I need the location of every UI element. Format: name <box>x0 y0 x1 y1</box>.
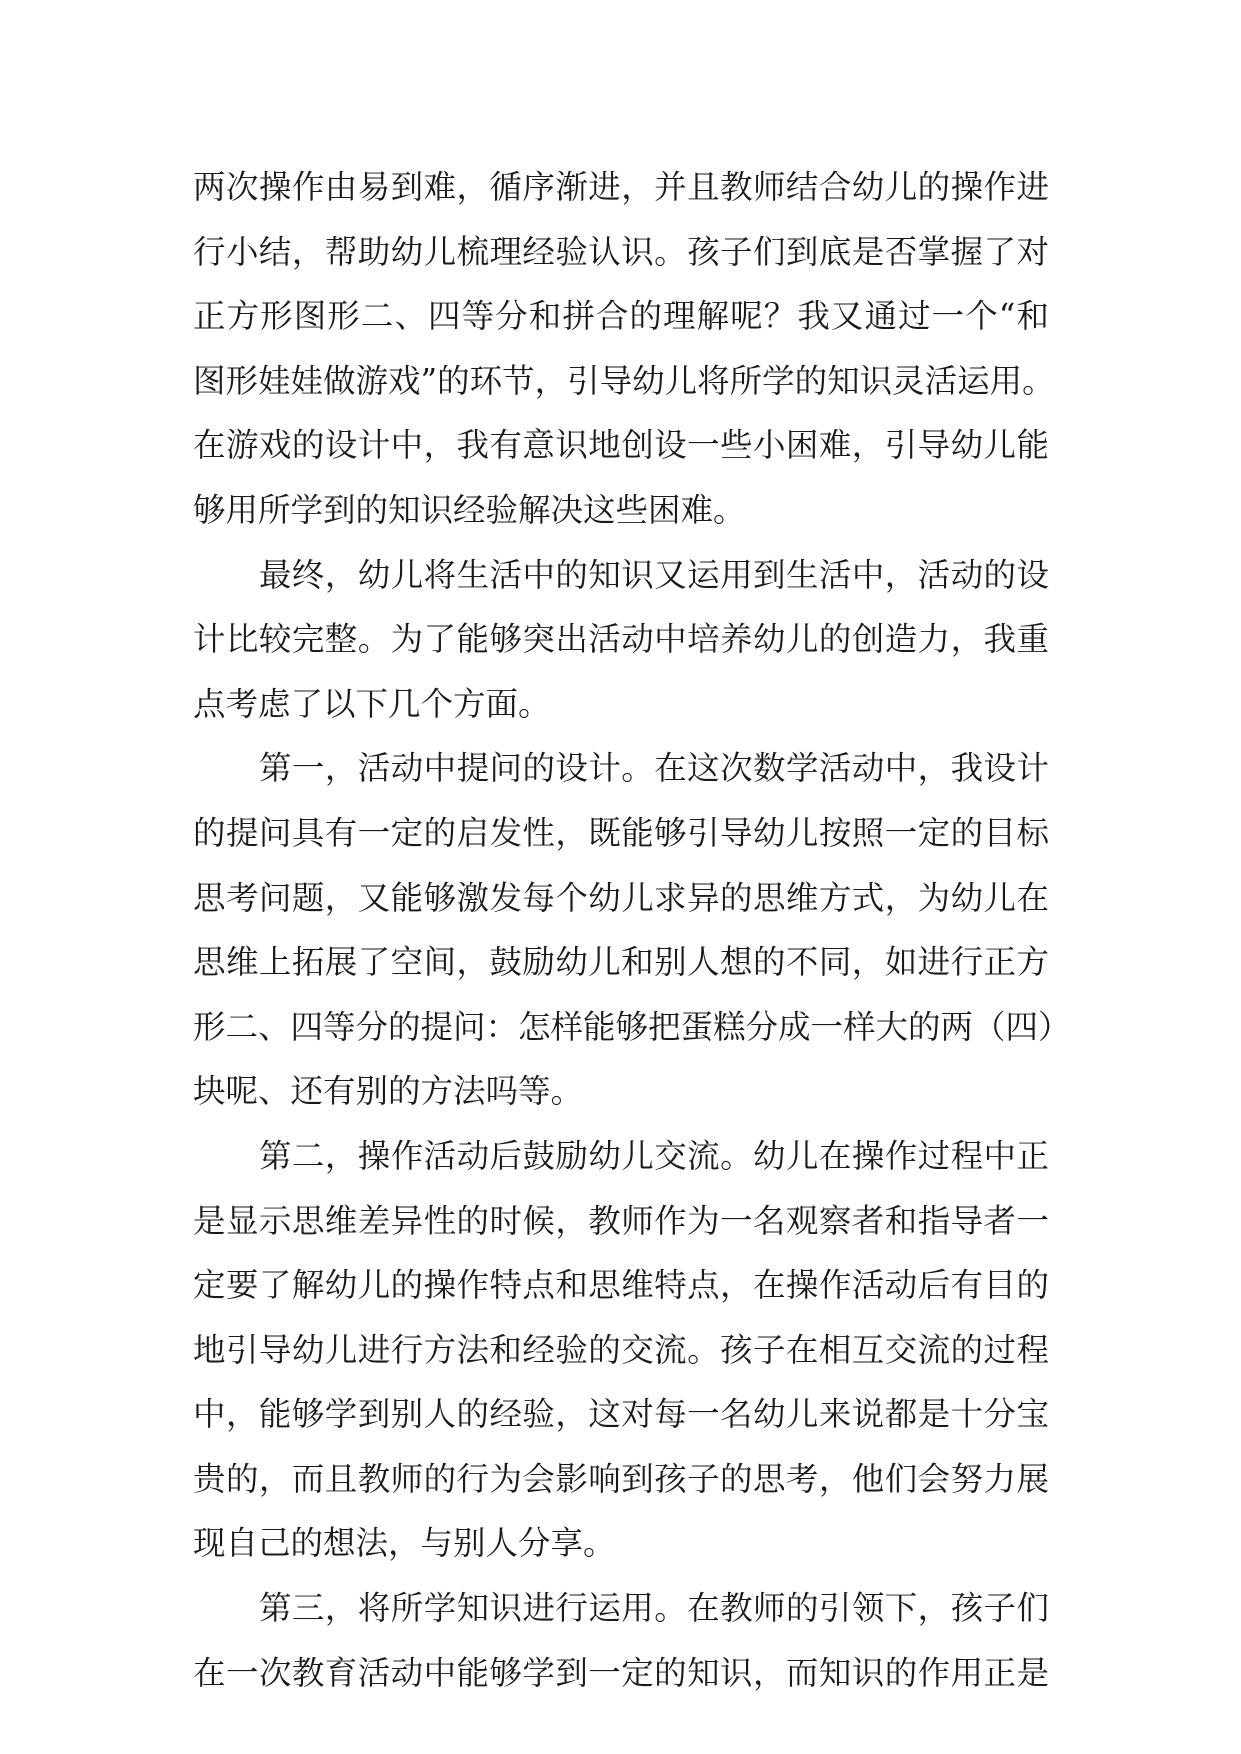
paragraph-4 <box>193 1124 1049 1576</box>
paragraph-1 <box>193 155 1055 543</box>
text-line: 计比较完整。为了能够突出活动中培养幼儿的创造力，我重 <box>193 620 1049 659</box>
text-line: 现自己的想法，与别人分享。 <box>193 1524 616 1563</box>
text-line: 地引导幼儿进行方法和经验的交流。孩子在相互交流的过程 <box>193 1330 1049 1369</box>
text-line: 是显示思维差异性的时候，教师作为一名观察者和指导者一 <box>193 1201 1049 1240</box>
text-line: 定要了解幼儿的操作特点和思维特点，在操作活动后有目的 <box>193 1266 1049 1305</box>
text-line: 行小结，帮助幼儿梳理经验认识。孩子们到底是否掌握了对 <box>193 232 1049 271</box>
text-line: 最终，幼儿将生活中的知识又运用到生活中，活动的设 <box>259 555 1049 594</box>
text-line: 贵的，而且教师的行为会影响到孩子的思考，他们会努力展 <box>193 1459 1049 1498</box>
text-line: 两次操作由易到难，循序渐进，并且教师结合幼儿的操作进 <box>193 168 1049 206</box>
text-line: 正方形图形二、四等分和拼合的理解呢？我又通过一个“和 <box>193 297 1049 336</box>
paragraph-3 <box>193 736 1071 1124</box>
text-line: 点考虑了以下几个方面。 <box>193 684 551 723</box>
text-line: 形二、四等分的提问：怎样能够把蛋糕分成一样大的两（四） <box>193 1007 1071 1046</box>
text-line: 第二，操作活动后鼓励幼儿交流。幼儿在操作过程中正 <box>259 1136 1049 1175</box>
text-line: 第三，将所学知识进行运用。在教师的引领下，孩子们 <box>259 1589 1049 1628</box>
text-line: 够用所学到的知识经验解决这些困难。 <box>193 490 746 529</box>
text-line: 的提问具有一定的启发性，既能够引导幼儿按照一定的目标 <box>193 813 1049 852</box>
paragraph-5 <box>193 1576 1049 1705</box>
text-line: 第一，活动中提问的设计。在这次数学活动中，我设计 <box>259 749 1049 788</box>
text-line: 中，能够学到别人的经验，这对每一名幼儿来说都是十分宝 <box>193 1395 1049 1434</box>
text-line: 思维上拓展了空间，鼓励幼儿和别人想的不同，如进行正方 <box>193 943 1049 982</box>
document-page <box>193 155 1071 1705</box>
text-line: 在游戏的设计中，我有意识地创设一些小困难，引导幼儿能 <box>193 426 1049 465</box>
paragraph-2 <box>193 543 1049 737</box>
text-line: 块呢、还有别的方法吗等。 <box>193 1072 584 1111</box>
text-line: 图形娃娃做游戏”的环节，引导幼儿将所学的知识灵活运用。 <box>193 361 1055 400</box>
text-line: 在一次教育活动中能够学到一定的知识，而知识的作用正是 <box>193 1653 1049 1692</box>
text-line: 思考问题，又能够激发每个幼儿求异的思维方式，为幼儿在 <box>193 878 1049 917</box>
